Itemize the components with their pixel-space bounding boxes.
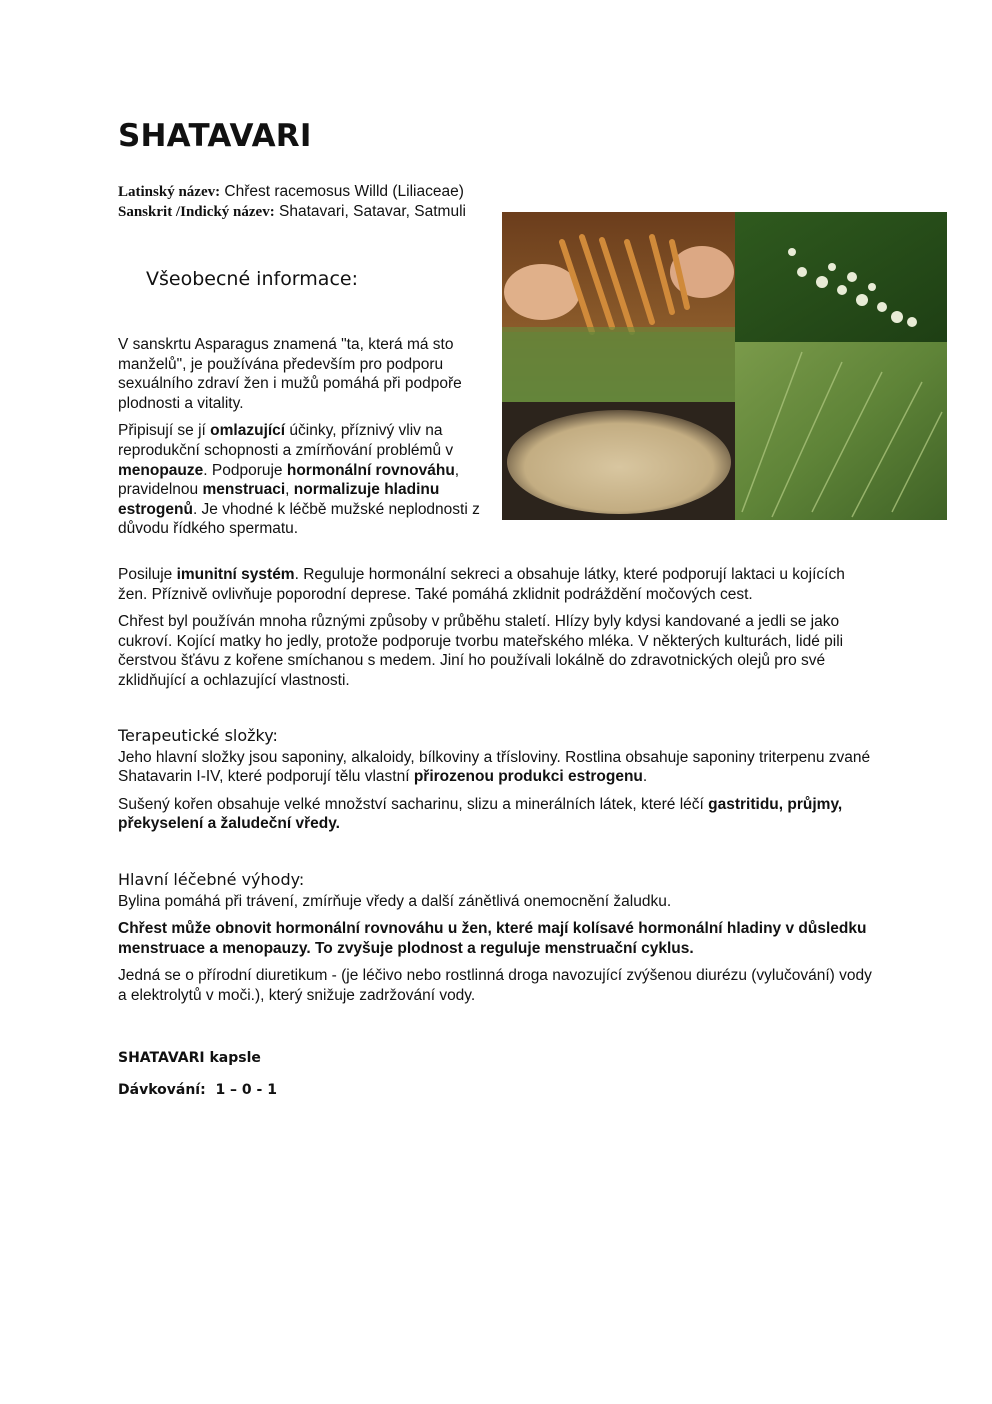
components-paragraph-1	[118, 748, 878, 787]
shatavari-photo-collage	[502, 212, 947, 520]
benefits-paragraph-2: Chřest může obnovit hormonální rovnováhu u žen, které mají kolísavé hormonální hladiny v důsledku menstruace a menopauzy. To zvyšuje plodnost a reguluje menstruační cyklus.	[118, 920, 867, 957]
general-info-body	[118, 565, 878, 699]
latin-name-label: Latinský název:	[118, 184, 221, 200]
general-paragraph-4: Chřest byl používán mnoha různými způsoby v průběhu staletí. Hlízy byly kdysi kandované a jedli se jako cukroví. Kojící matky ho jedly, protože podporuje tvorbu mateřského mléka. V některých kulturách, lidé pili čerstvou šťávu z kořene smíchanou s medem. Jiní ho používali lokálně do zdravotnických olejů pro své zklidňující a ochlazující vlastnosti.	[118, 613, 844, 689]
bold-run: gastritidu, průjmy, překyselení a žaludeční vředy.	[118, 795, 843, 833]
bold-run: omlazující	[210, 422, 286, 440]
text-run: . Je vhodné k léčbě mužské neplodnosti z důvodu řídkého spermatu.	[118, 500, 480, 538]
names-block	[118, 182, 508, 222]
components-heading: Terapeutické složky:	[118, 726, 278, 745]
benefits-paragraph-1: Bylina pomáhá při trávení, zmírňuje vředy a další zánětlivá onemocnění žaludku.	[118, 892, 672, 910]
bold-run: přirozenou produkci estrogenu	[413, 768, 643, 786]
general-paragraph-2	[118, 421, 488, 539]
text-run: Posiluje	[118, 566, 177, 583]
latin-name-value: Chřest racemosus Willd (Liliaceae)	[220, 183, 464, 200]
bold-run: menopauze	[118, 461, 204, 479]
text-run: Připisují se jí	[118, 422, 211, 440]
benefits-heading: Hlavní léčebné výhody:	[118, 870, 305, 889]
text-run: ,	[285, 481, 294, 499]
bold-run: normalizuje hladinu estrogenů	[118, 481, 440, 518]
text-run: . Podporuje	[203, 461, 287, 479]
general-info-heading: Všeobecné informace:	[146, 268, 358, 290]
benefits-paragraph-3: Jedná se o přírodní diuretikum - (je léčivo nebo rostlinná droga navozující zvýšenou diurézu (vylučování) vody a elektrolytů v moči.), který snižuje zadržování vody.	[118, 967, 872, 1004]
bold-run: hormonální rovnováhu	[286, 461, 455, 479]
product-name: SHATAVARI kapsle	[118, 1050, 261, 1066]
dosage-line	[118, 1082, 277, 1098]
general-paragraph-3	[118, 565, 878, 604]
sanskrit-name-label: Sanskrit /Indický název:	[118, 204, 275, 220]
dosage-value: 1 – 0 - 1	[215, 1082, 277, 1098]
benefits-section	[118, 870, 878, 1014]
dosage-label: Dávkování:	[118, 1082, 206, 1098]
bold-run: imunitní systém	[176, 566, 295, 583]
flower-photo	[735, 212, 947, 342]
page-title: SHATAVARI	[118, 118, 312, 154]
text-run: .	[642, 768, 648, 786]
components-paragraph-2	[118, 795, 878, 834]
sanskrit-name-line	[118, 202, 508, 222]
general-paragraph-1: V sanskrtu Asparagus znamená "ta, která má sto manželů", je používána především pro podporu sexuálního zdraví žen i mužů pomáhá při podpoře plodnosti a vitality.	[118, 336, 462, 412]
text-run: účinky, příznivý vliv na reprodukční schopnosti a zmírňování problémů v	[118, 422, 454, 459]
text-run: , pravidelnou	[118, 461, 460, 499]
components-section	[118, 726, 878, 842]
general-info-intro	[118, 335, 488, 547]
text-run: . Reguluje hormonální sekreci a obsahuje látky, které podporují laktaci u kojících žen. Příznivě ovlivňuje poporodní deprese. Také pomáhá zklidnit podráždění močových cest.	[118, 566, 845, 603]
powder-photo	[502, 402, 735, 520]
latin-name-line	[118, 182, 508, 202]
bold-run: menstruaci	[202, 481, 286, 499]
text-run: Jeho hlavní složky jsou saponiny, alkaloidy, bílkoviny a třísloviny. Rostlina obsahuje saponiny triterpenu zvané Shatavarin I-IV, které podporují tělu vlastní	[118, 748, 871, 786]
text-run: Sušený kořen obsahuje velké množství sacharinu, slizu a minerálních látek, které léčí	[118, 795, 709, 813]
sanskrit-name-value: Shatavari, Satavar, Satmuli	[274, 203, 466, 220]
